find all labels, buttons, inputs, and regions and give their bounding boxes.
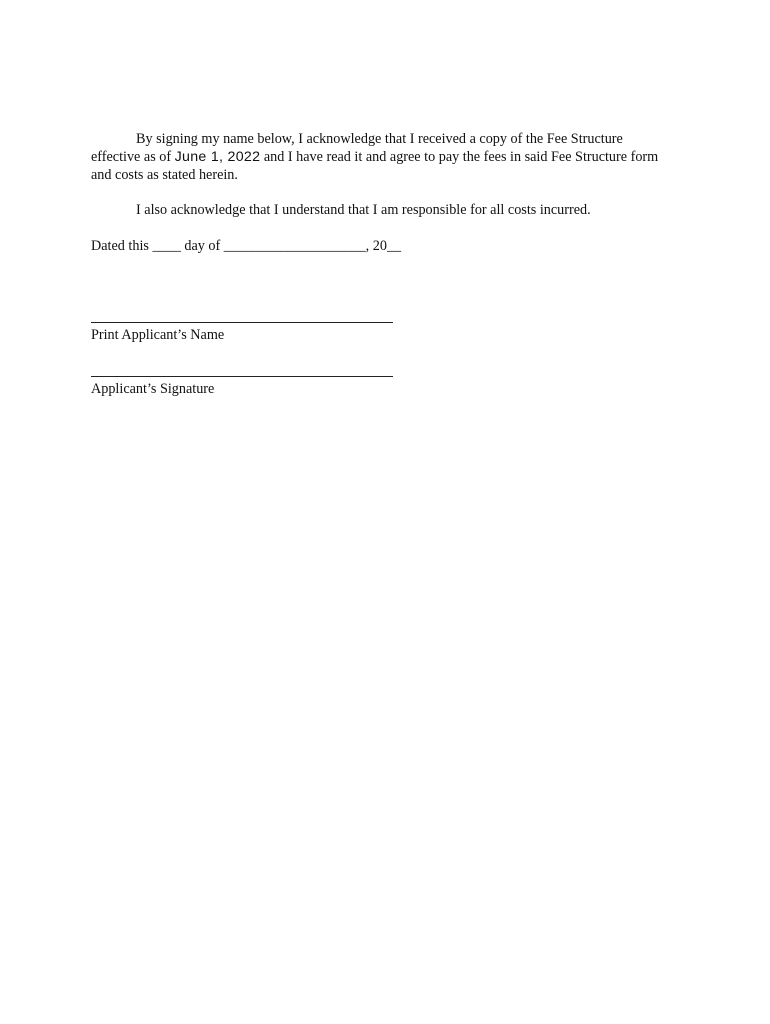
applicant-name-line — [91, 322, 393, 323]
applicant-signature-line — [91, 376, 393, 377]
effective-date: June 1, 2022 — [174, 149, 261, 165]
acknowledgment-text-start: By signing my name below, I acknowledge that I received a copy of the Fee Structure effective as of — [91, 131, 623, 165]
acknowledgment-paragraph — [91, 130, 671, 184]
applicant-signature-label: Applicant’s Signature — [91, 381, 215, 397]
responsibility-text: I also acknowledge that I understand that I am responsible for all costs incurred. — [136, 202, 591, 218]
applicant-name-block — [91, 322, 393, 344]
applicant-name-label: Print Applicant’s Name — [91, 327, 225, 343]
dated-line: Dated this ____ day of ____________________, 20__ — [91, 238, 402, 254]
applicant-signature-block — [91, 376, 393, 398]
responsibility-paragraph — [91, 201, 671, 219]
acknowledgment-text-end: and I have read it and agree to pay the fees in said Fee Structure form and costs as stated herein. — [91, 149, 659, 183]
